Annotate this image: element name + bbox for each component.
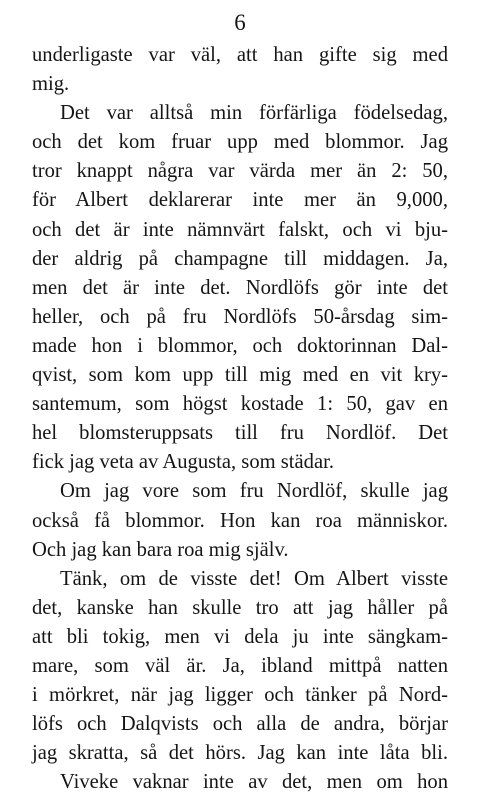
- text-line: det, kanske han skulle tro att jag håller på: [32, 596, 448, 619]
- text-line: Det var alltså min förfärliga födelsedag,: [60, 102, 448, 125]
- page-number: 6: [234, 10, 246, 35]
- text-line: heller, och på fru Nordlöfs 50-årsdag sim-: [32, 305, 448, 328]
- text-line: i mörkret, när jag ligger och tänker på Nord-: [32, 684, 448, 707]
- text-line: tror knappt några var värda mer än 2: 50,: [32, 160, 448, 183]
- text-line: att bli tokig, men vi dela ju inte sängkam-: [32, 625, 448, 648]
- text-line: hel blomsteruppsats till fru Nordlöf. Det: [32, 422, 448, 445]
- text-line: fick jag veta av Augusta, som städar.: [32, 451, 334, 474]
- text-line: jag skratta, så det hörs. Jag kan inte låta bli.: [32, 742, 448, 765]
- text-line: Om jag vore som fru Nordlöf, skulle jag: [60, 480, 448, 503]
- text-line: också få blommor. Hon kan roa människor.: [32, 509, 448, 532]
- text-line: men det är inte det. Nordlöfs gör inte det: [32, 276, 448, 299]
- text-line: der aldrig på champagne till middagen. Ja,: [32, 247, 448, 270]
- text-line: santemum, som högst kostade 1: 50, gav en: [32, 393, 448, 416]
- body-text: [32, 41, 448, 797]
- text-line: mare, som väl är. Ja, ibland mittpå natten: [32, 654, 448, 677]
- text-line: och det kom fruar upp med blommor. Jag: [32, 131, 448, 154]
- text-line: underligaste var väl, att han gifte sig med: [32, 44, 448, 66]
- text-line: Viveke vaknar inte av det, men om hon: [60, 771, 448, 794]
- text-line: qvist, som kom upp till mig med en vit kry-: [32, 364, 448, 387]
- text-line: made hon i blommor, och doktorinnan Dal-: [32, 334, 448, 357]
- text-line: för Albert deklarerar inte mer än 9,000,: [32, 189, 448, 212]
- text-line: löfs och Dalqvists och alla de andra, börjar: [32, 713, 448, 736]
- text-line: Och jag kan bara roa mig själv.: [32, 538, 289, 561]
- text-line: Tänk, om de visste det! Om Albert visste: [60, 567, 448, 590]
- text-line: mig.: [32, 73, 70, 96]
- text-line: och det är inte nämnvärt falskt, och vi bju-: [32, 218, 448, 241]
